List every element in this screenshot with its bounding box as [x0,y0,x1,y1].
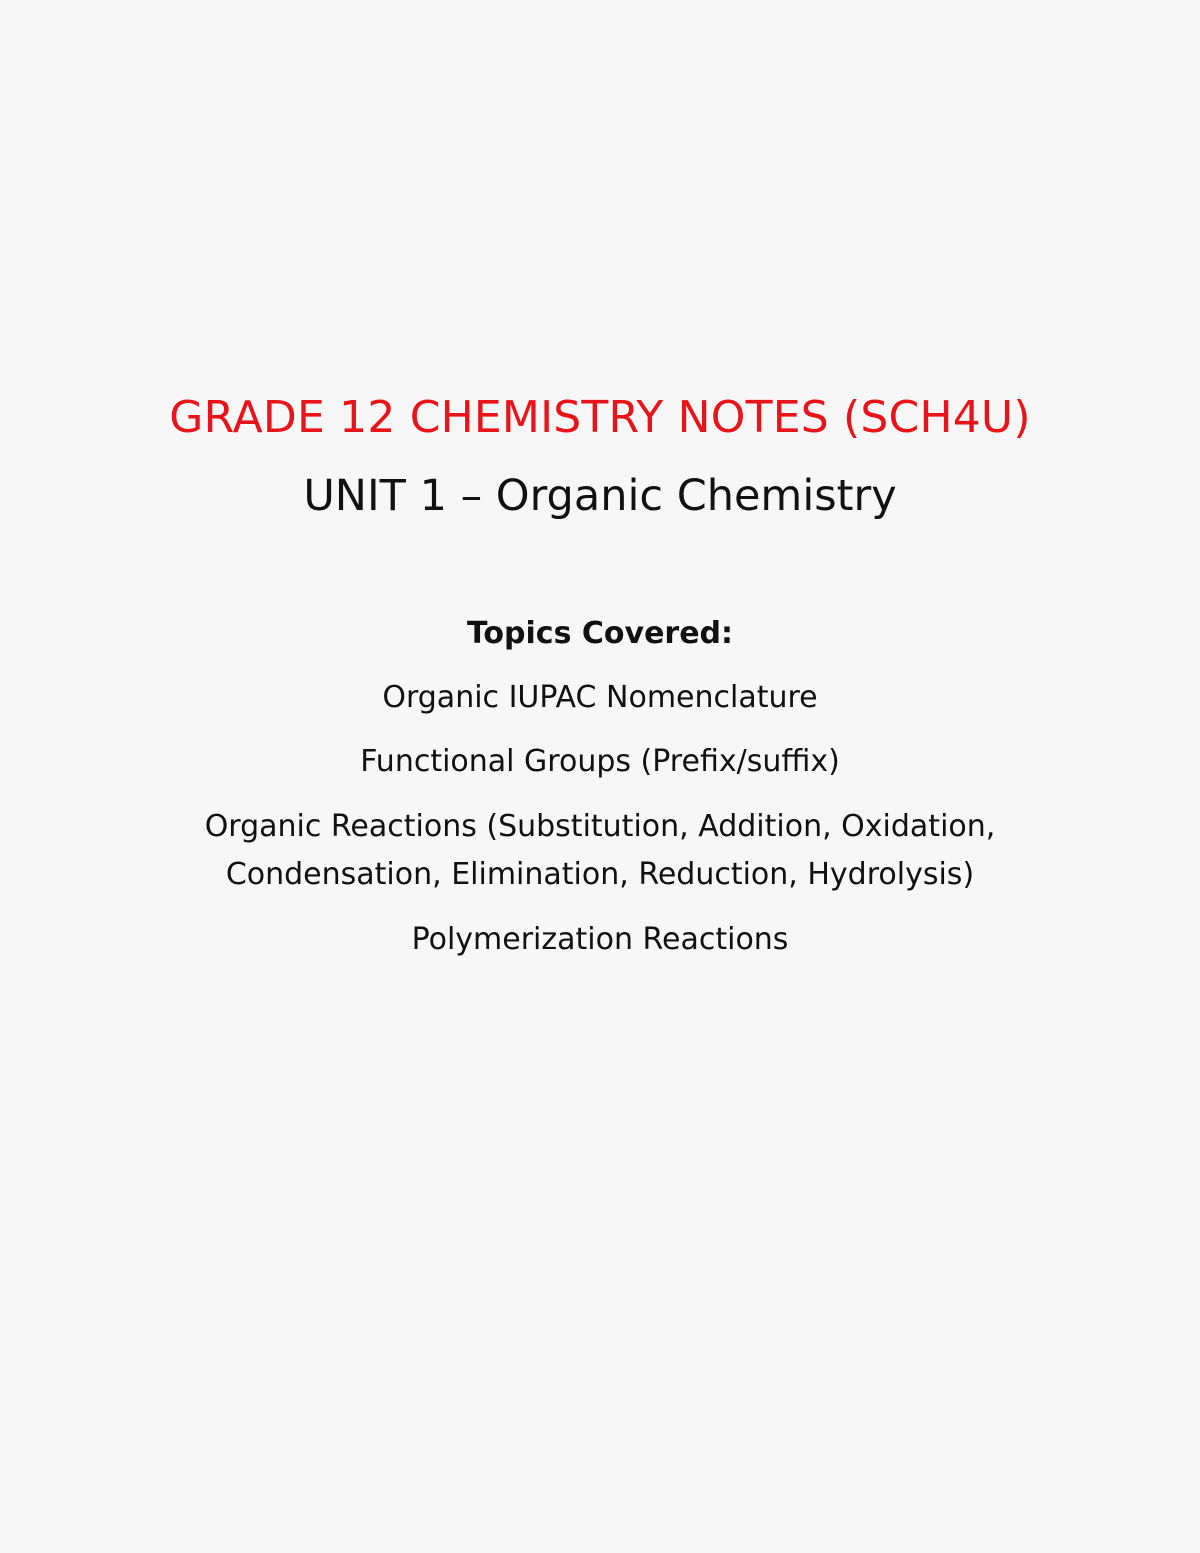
topic-item: Organic IUPAC Nomenclature [382,680,818,715]
topic-item: Functional Groups (Prefix/suffix) [360,744,840,779]
topics-heading: Topics Covered: [466,616,734,651]
topic-item: Polymerization Reactions [411,922,789,957]
topic-item: Organic Reactions (Substitution, Addition, Oxidation, Condensation, Elimination, Reduction, Hydrolysis) [204,809,996,892]
document-title: GRADE 12 CHEMISTRY NOTES (SCH4U) [169,392,1031,443]
unit-heading: UNIT 1 – Organic Chemistry [303,471,897,521]
